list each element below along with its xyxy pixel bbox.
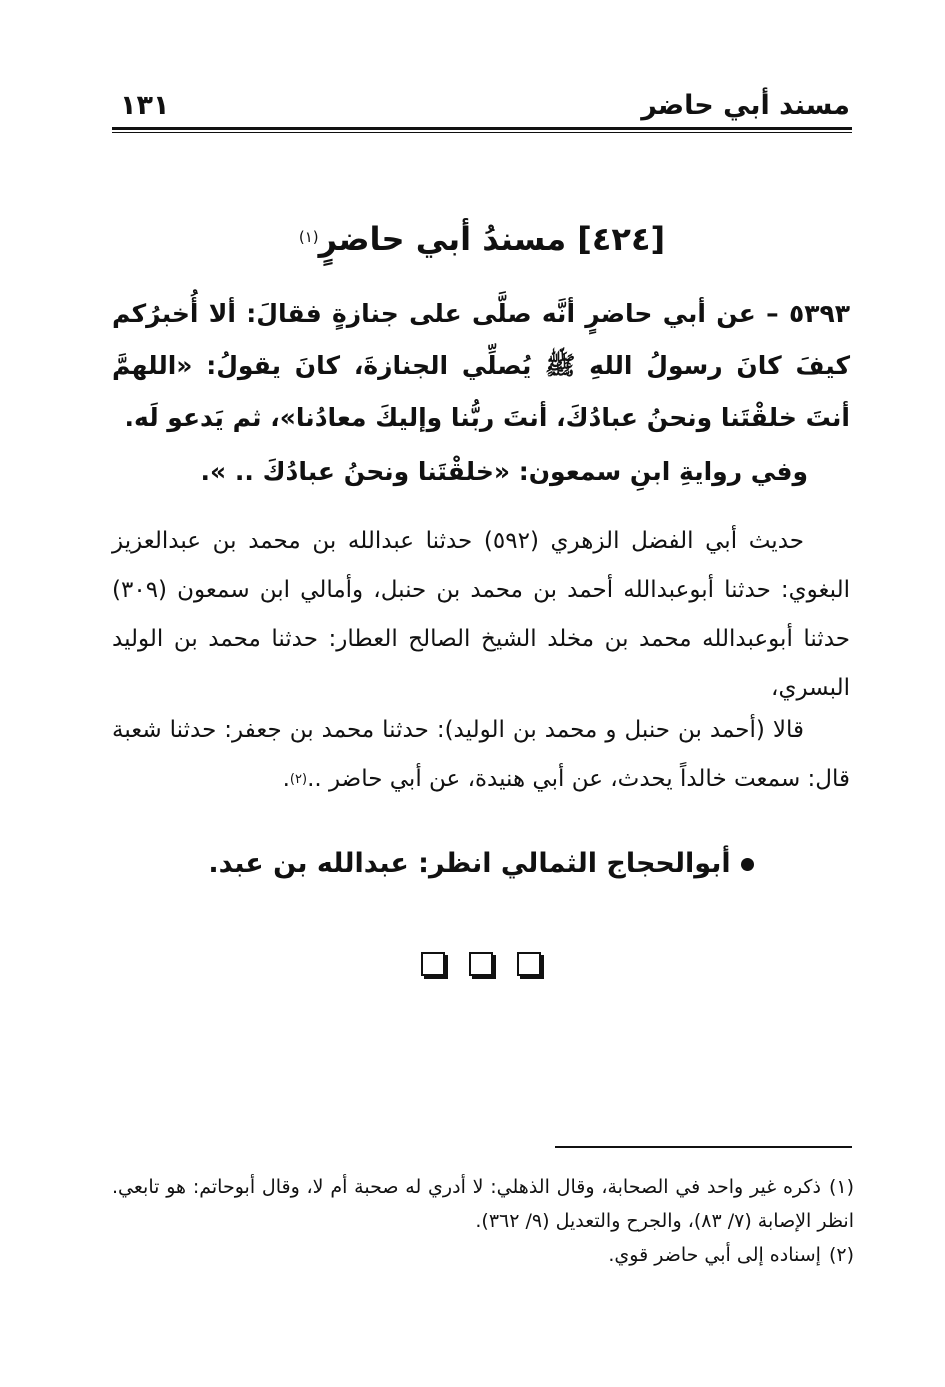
section-heading-text: [٤٢٤] مسندُ أبي حاضرٍ <box>318 220 666 258</box>
bullet-icon <box>741 858 754 871</box>
isnad-paragraph-2 <box>112 706 850 804</box>
isnad-paragraph-2-text: قالا (أحمد بن حنبل و محمد بن الوليد): حدثنا محمد بن جعفر: حدثنا شعبة قال: سمعت خالداً يحدث، عن أبي هنيدة، عن أبي حاضر .. <box>112 717 850 792</box>
footnote-text: ذكره غير واحد في الصحابة، وقال الذهلي: لا أدري له صحبة أم لا، وقال أبوحاتم: هو تابعي. انظر الإصابة (٧/ ٨٣)، والجرح والتعديل (٩/ ٣٦٢). <box>112 1176 854 1232</box>
hadith-text <box>112 288 850 444</box>
square-ornament-icon <box>421 952 445 976</box>
square-ornament-icon <box>469 952 493 976</box>
footnote-separator <box>555 1146 852 1148</box>
running-header <box>112 88 850 128</box>
footnote-marker: (٢) <box>828 1244 854 1266</box>
footnote-2 <box>112 1238 854 1272</box>
cross-reference <box>112 838 850 890</box>
footnote-1 <box>112 1170 854 1238</box>
hadith-body: – عن أبي حاضرٍ أنَّه صلَّى على جنازةٍ فقالَ: ألا أُخبرُكم كيفَ كانَ رسولُ اللهِ ﷺ يُصلِّي الجنازةَ، كانَ يقولُ: «اللهمَّ أنتَ خلقْتَنا ونحنُ عبادُكَ، أنتَ ربُّنا وإليكَ معادُنا»، ثم يَدعو لَه. <box>112 299 850 432</box>
section-heading <box>112 213 852 265</box>
footnote-marker: (١) <box>828 1176 854 1198</box>
running-title: مسند أبي حاضر <box>641 90 850 121</box>
square-ornament-icon <box>517 952 541 976</box>
isnad-paragraph-1: حديث أبي الفضل الزهري (٥٩٢) حدثنا عبدالله بن محمد بن عبدالعزيز البغوي: حدثنا أبوعبدالله أحمد بن محمد بن حنبل، وأمالي ابن سمعون (٣٠٩) حدثنا أبوعبدالله محمد بن مخلد الشيخ الصالح العطار: حدثنا محمد بن الوليد البسري، <box>112 528 850 701</box>
cross-reference-text: أبوالحجاج الثمالي انظر: عبدالله بن عبد. <box>208 848 731 879</box>
variant-text: وفي روايةِ ابنِ سمعون: «خلقْتَنا ونحنُ عبادُكَ .. ». <box>200 457 808 486</box>
variant-narration <box>112 446 850 498</box>
hadith-number: ٥٣٩٣ <box>788 299 850 328</box>
footnote-ref-1[interactable]: (١) <box>298 228 319 246</box>
isnad-paragraph-2-end: . <box>282 766 290 792</box>
footnote-ref-2[interactable]: (٢) <box>289 772 308 787</box>
header-rule <box>112 127 852 133</box>
footnote-text: إسناده إلى أبي حاضر قوي. <box>608 1244 821 1266</box>
section-end-ornament <box>112 952 850 976</box>
page-number: ١٣١ <box>120 90 170 121</box>
footnotes <box>112 1170 854 1272</box>
